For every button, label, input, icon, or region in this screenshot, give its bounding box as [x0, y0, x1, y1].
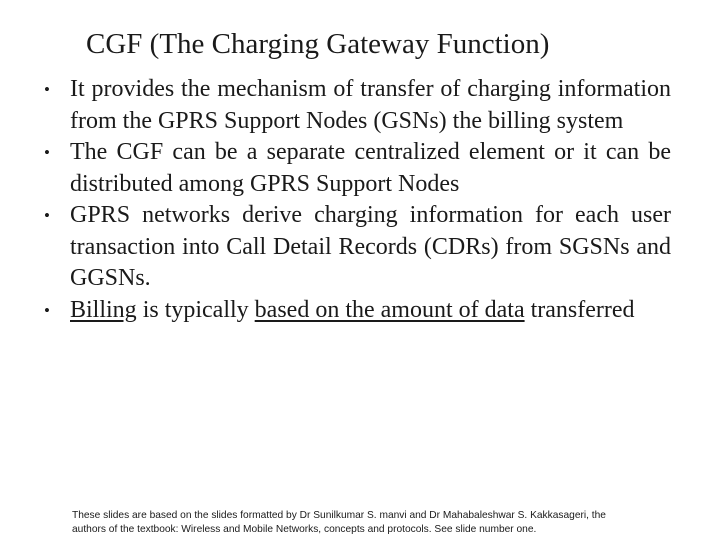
- slide-title: CGF (The Charging Gateway Function): [86, 28, 550, 60]
- bullet-marker: •: [44, 143, 50, 162]
- bullet-text: It provides the mechanism of transfer of charging information from the GPRS Support Nodes (GSNs) the billing system: [70, 76, 671, 134]
- data-amount-link-text[interactable]: based on the amount of data: [254, 296, 525, 323]
- slide-footer: [72, 509, 672, 536]
- bullet-text: The CGF can be a separate centralized element or it can be distributed among GPRS Support Nodes: [70, 139, 671, 197]
- bullet-list: [44, 74, 671, 326]
- bullet-marker: •: [44, 300, 50, 320]
- bullet-item: [44, 137, 671, 200]
- bullet-item: [44, 200, 671, 295]
- bullet-text-segment: is typically: [136, 296, 255, 323]
- footer-line: These slides are based on the slides formatted by Dr Sunilkumar S. manvi and Dr Mahabaleshwar S. Kakkasageri, the: [72, 510, 606, 521]
- footer-line: authors of the textbook: Wireless and Mobile Networks, concepts and protocols. See slide number one.: [72, 523, 537, 535]
- bullet-marker: •: [44, 80, 50, 99]
- bullet-text: GPRS networks derive charging information for each user transaction into Call Detail Records (CDRs) from SGSNs and GGSNs.: [70, 202, 671, 291]
- bullet-item: [44, 295, 671, 327]
- bullet-text-segment: transferred: [524, 296, 635, 323]
- bullet-marker: •: [44, 206, 50, 225]
- bullet-item: [44, 74, 671, 137]
- billing-link-text[interactable]: Billing: [70, 296, 137, 323]
